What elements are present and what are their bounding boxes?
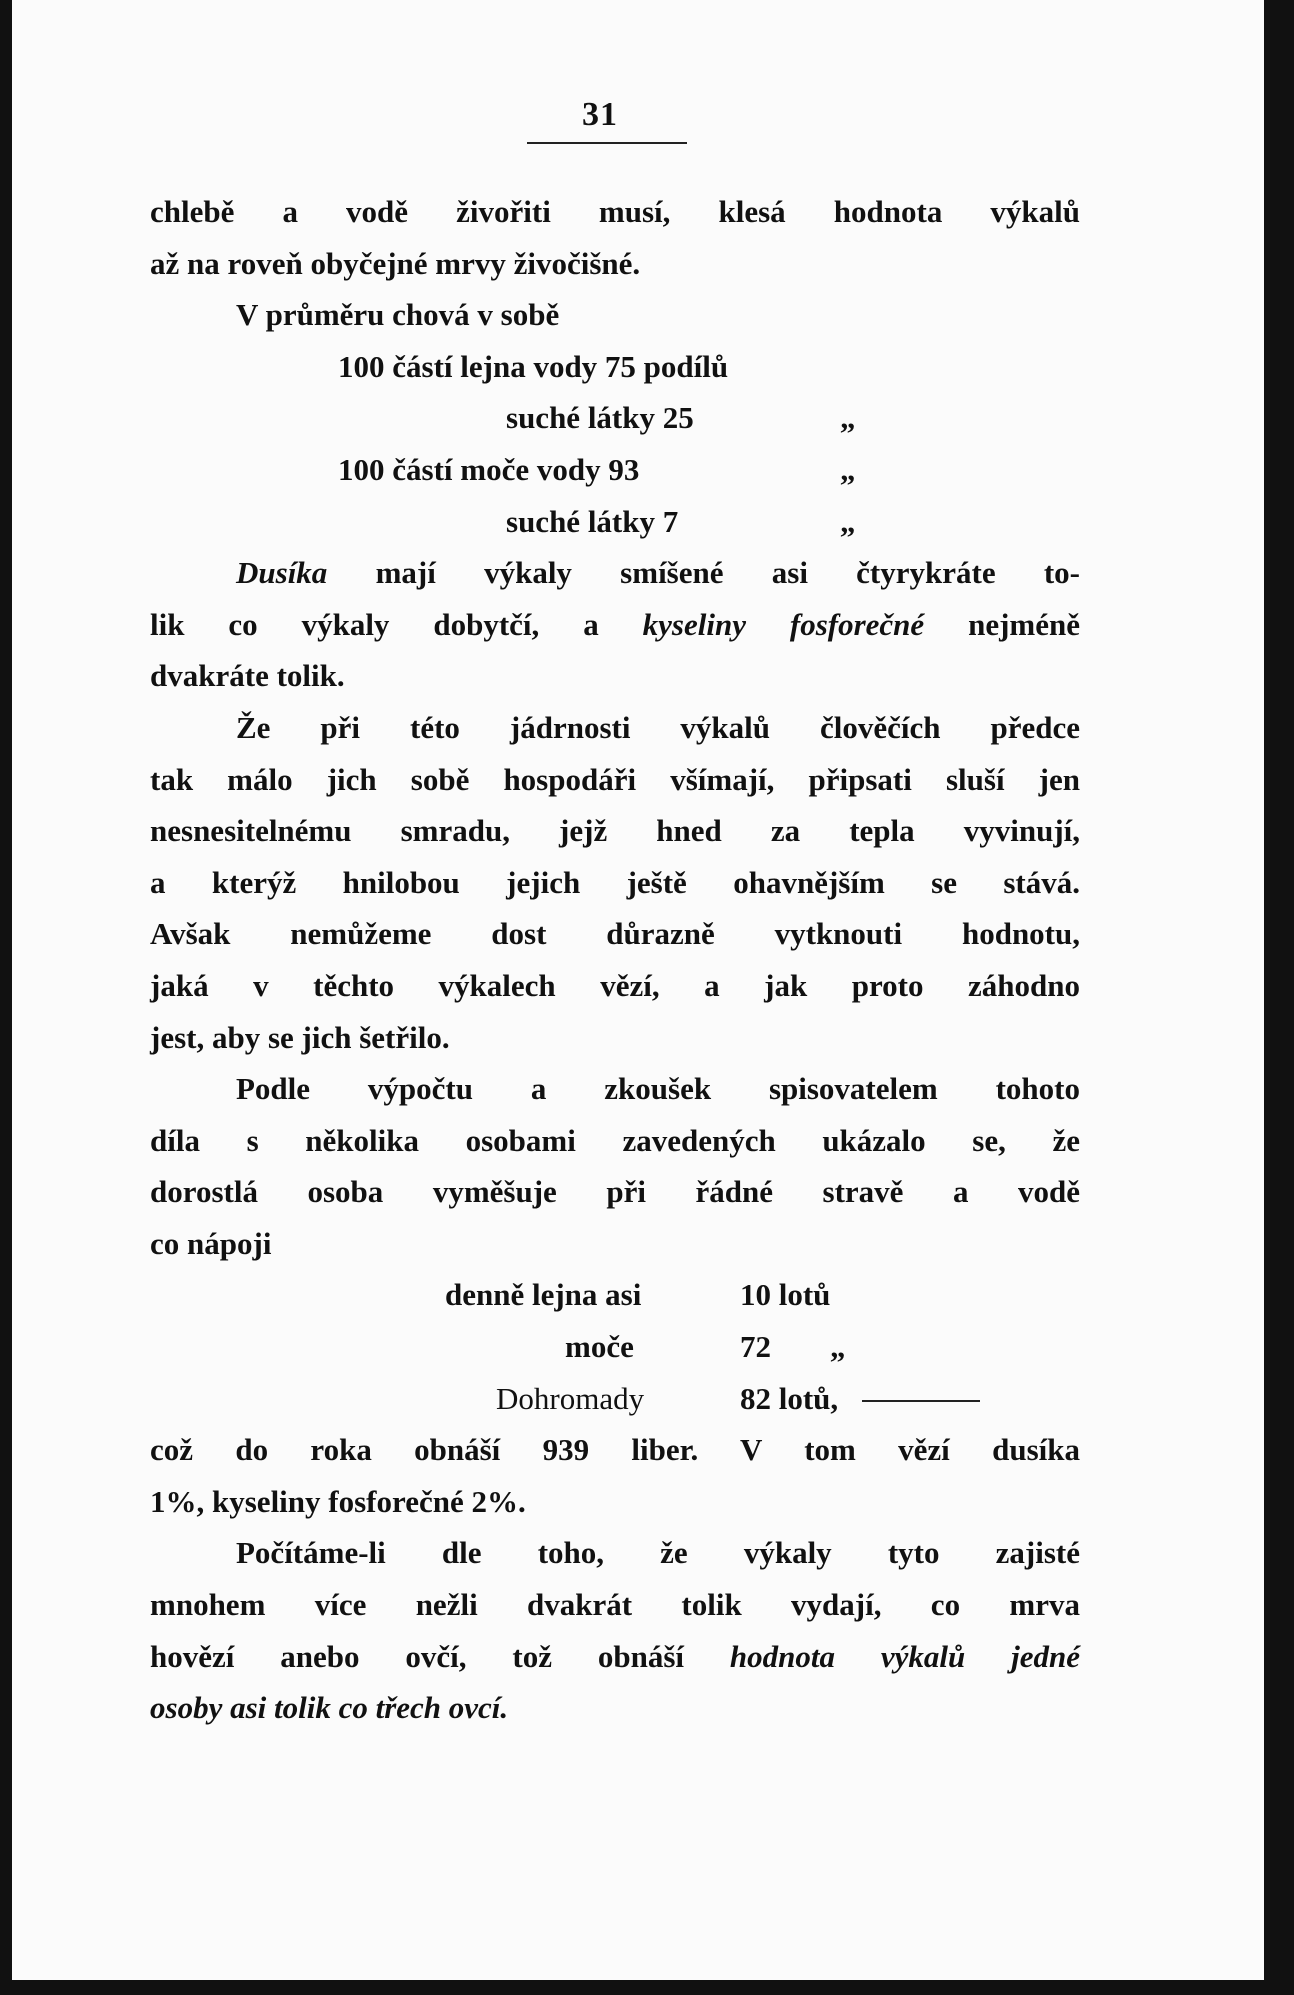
text-line: 1%, kyseliny fosforečné 2%. (150, 1483, 526, 1519)
text-line (150, 547, 1080, 599)
table-cell: suché látky 7 (506, 503, 679, 539)
text-line: dorostlá osoba vyměšuje při řádné stravě a vodě (150, 1174, 1080, 1210)
table-cell: 100 částí moče vody 93 (338, 451, 640, 487)
table-row (150, 444, 1080, 496)
text-line: osoby asi tolik co třech ovcí. (150, 1690, 509, 1726)
page-number-rule (527, 142, 687, 144)
text-line: mnohem více nežli dvakrát tolik vydají, co mrva (150, 1587, 1080, 1623)
text-line: tak málo jich sobě hospodáři všímají, připsati sluší jen (150, 761, 1080, 797)
text-line: chlebě a vodě živořiti musí, klesá hodnota výkalů (150, 194, 1080, 229)
text-line: nesnesitelnému smradu, jejž hned za tepla vyvinují, (150, 813, 1080, 849)
text-line: jest, aby se jich šetřilo. (150, 1019, 450, 1055)
table-cell: 10 lotů (740, 1277, 831, 1313)
table-cell: 82 lotů, (740, 1380, 839, 1416)
text-line: což do roka obnáší 939 liber. V tom vězí dusíka (150, 1432, 1080, 1468)
table-cell: 72 (740, 1329, 771, 1365)
page-number: 31 (582, 96, 618, 133)
table-cell: moče (565, 1329, 634, 1365)
table-row (150, 496, 1080, 548)
italic-phrase: hodnota výkalů jedné (729, 1638, 1080, 1674)
text-line: V průměru chová v sobě (236, 297, 560, 333)
table-row (150, 1269, 1080, 1321)
ditto-mark: „ (840, 400, 856, 436)
table-row (150, 1321, 1080, 1373)
text-line: Podle výpočtu a zkoušek spisovatelem tohoto (236, 1071, 1080, 1107)
text-line (150, 1631, 1080, 1683)
table-cell: suché látky 25 (506, 400, 694, 436)
text-line: a kterýž hnilobou jejich ještě ohavnějším se stává. (150, 864, 1080, 900)
text-fragment: nejméně (924, 606, 1081, 642)
ditto-mark: „ (830, 1329, 846, 1365)
table-row (150, 1373, 1080, 1425)
text-line: díla s několika osobami zavedených ukázalo se, že (150, 1122, 1080, 1158)
text-line (150, 599, 1080, 651)
text-line: Počítáme-li dle toho, že výkaly tyto zajisté (236, 1535, 1080, 1571)
table-cell: 100 částí lejna vody 75 podílů (338, 348, 729, 384)
text-fragment: mají výkaly smíšené asi čtyrykráte to- (327, 555, 1080, 591)
text-fragment: lik co výkaly dobytčí, a (150, 606, 643, 642)
table-row (150, 392, 1080, 444)
ditto-mark: „ (840, 503, 856, 539)
table-cell: denně lejna asi (445, 1277, 642, 1313)
text-line: dvakráte tolik. (150, 658, 345, 694)
table-row (150, 341, 1080, 393)
text-line: až na roveň obyčejné mrvy živočišné. (150, 245, 641, 281)
text-line: jaká v těchto výkalech vězí, a jak proto záhodno (150, 967, 1080, 1003)
text-line: Že při této jádrnosti výkalů člověčích předce (236, 709, 1080, 745)
italic-phrase: kyseliny fosforečné (642, 606, 925, 642)
italic-phrase: Dusíka (236, 555, 328, 591)
body-text (150, 186, 1080, 1734)
text-line: co nápoji (150, 1225, 272, 1261)
text-fragment: hovězí anebo ovčí, tož obnáší (150, 1638, 730, 1674)
table-cell: Dohromady (496, 1380, 645, 1416)
text-line: Avšak nemůžeme dost důrazně vytknouti hodnotu, (150, 916, 1080, 952)
ditto-mark: „ (840, 451, 856, 487)
